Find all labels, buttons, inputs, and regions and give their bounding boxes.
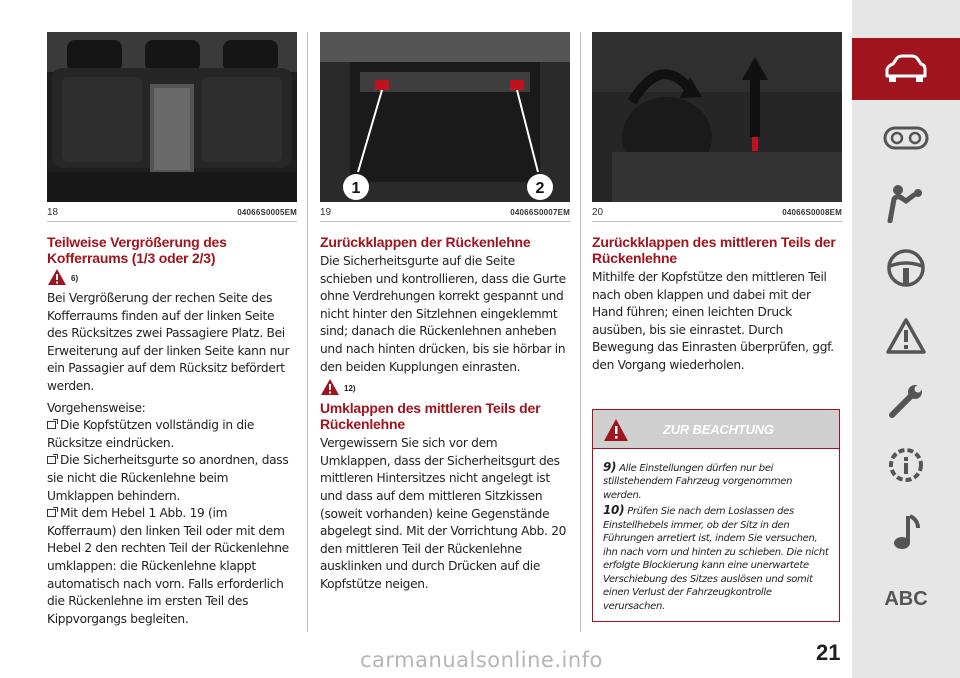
- music-note-icon: [890, 512, 922, 552]
- note-item: 10) Prüfen Sie nach dem Loslassen des Einstellhebels immer, ob der Sitz in den Führungen arretiert ist, indem Sie versuchen, ihn nach vorn und hinten zu schieben. Die nicht erfolgte Blockierung kann eine unerwartete Verschiebung des Sitzes auslösen und somit einen Verlust der Fahrzeugkontrolle verursachen.: [603, 503, 829, 612]
- warning-triangle-icon: [47, 268, 67, 286]
- figure-19-caption: [320, 207, 570, 222]
- procedure-label: Vorgehensweise:: [47, 400, 146, 415]
- figure-code: 04066S0005EM: [237, 208, 297, 217]
- sidebar-item-maintenance[interactable]: [852, 378, 960, 424]
- section-heading: Zurückklappen der Rückenlehne: [320, 234, 531, 250]
- warning-triangle-icon: [885, 317, 927, 355]
- bullet-icon: [47, 421, 56, 429]
- sidebar-item-car[interactable]: [852, 38, 960, 100]
- wrench-icon: [886, 381, 926, 421]
- procedure-steps: [47, 417, 295, 628]
- bullet-icon: [47, 456, 56, 464]
- figure-20-caption: [592, 207, 842, 222]
- column-1: [47, 32, 295, 628]
- paragraph: Bei Vergrößerung der rechen Seite des Kofferraums finden auf der linken Seite des Rücksitzes zwei Passagiere Platz. Bei Erweiterung auf der linken Seite kann nur ein Passagier auf dem Rücksitz befördert werden.: [47, 291, 290, 393]
- section-heading: Zurückklappen des mittleren Teils der Rückenlehne: [592, 234, 836, 266]
- sidebar-item-dashboard[interactable]: [852, 118, 960, 158]
- paragraph: Vergewissern Sie sich vor dem Umklappen, dass der Sicherheitsgurt des mittleren Hintersitzes nicht angelegt ist und dass auf dem mittleren Sitzkissen (soweit vorhanden) keine Gegenstände abgelegt sind. Mit der Vorrichtung Abb. 20 den mittleren Teil der Rückenlehne ausklinken und durch Drücken auf die Kopfstütze neigen.: [320, 436, 567, 591]
- warning-ref-number: 12): [344, 384, 356, 394]
- watermark: carmanualsonline.info: [360, 648, 603, 672]
- steering-wheel-icon: [886, 248, 926, 288]
- callout-2: 2: [535, 180, 545, 197]
- sidebar-item-index[interactable]: [852, 582, 960, 616]
- list-item: Die Kopfstützen vollständig in die Rücksitze eindrücken.: [47, 418, 255, 450]
- warning-ref-number: 6): [71, 274, 79, 283]
- list-item: Mit dem Hebel 1 Abb. 19 (im Kofferraum) den linken Teil oder mit dem Hebel 2 den rechten Teil der Rückenlehne umklappen: die Rückenlehne klappt automatisch nach vorn. Falls erforderlich die Rückenlehne im ersten Teil des Kippvorgangs begleiten.: [47, 506, 289, 626]
- column-2: [320, 32, 568, 594]
- headrest-photo: [592, 32, 842, 202]
- bullet-icon: [47, 509, 56, 517]
- note-ref: 10): [603, 503, 625, 518]
- figure-number: 20: [592, 207, 604, 218]
- chapter-sidebar: [852, 0, 960, 678]
- note-body: [593, 448, 839, 622]
- list-item: Die Sicherheitsgurte so anordnen, dass sie nicht die Rückenlehne beim Umklappen behindern.: [47, 453, 289, 503]
- figure-code: 04066S0007EM: [510, 208, 570, 217]
- section-heading: Umklappen des mittleren Teils der Rückenlehne: [320, 400, 541, 433]
- figure-20-headrest: [592, 32, 842, 202]
- warning-triangle-icon: [603, 418, 629, 442]
- note-title: ZUR BEACHTUNG: [663, 421, 774, 437]
- sidebar-item-driving[interactable]: [852, 244, 960, 292]
- page-number: 21: [816, 640, 841, 665]
- section-heading: Teilweise Vergrößerung des Kofferraums (1/3 oder 2/3): [47, 234, 227, 266]
- note-item: 9) Alle Einstellungen dürfen nur bei stillstehendem Fahrzeug vorgenommen werden.: [603, 459, 793, 501]
- note-ref: 9): [603, 459, 617, 474]
- note-header: [593, 410, 839, 448]
- sidebar-item-multimedia[interactable]: [852, 508, 960, 556]
- seat-passenger-icon: [886, 183, 926, 223]
- car-icon: [883, 54, 929, 84]
- figure-number: 18: [47, 207, 59, 218]
- figure-number: 19: [320, 207, 332, 218]
- index-label: ABC: [884, 587, 928, 610]
- column-divider: [580, 32, 581, 632]
- warning-reference: [320, 378, 568, 396]
- trunk-photo: [320, 32, 570, 202]
- dashboard-gauges-icon: [883, 126, 929, 150]
- sidebar-item-safety[interactable]: [852, 180, 960, 226]
- column-divider: [307, 32, 308, 632]
- sidebar-item-technical[interactable]: [852, 440, 960, 490]
- figure-18-caption: [47, 207, 297, 222]
- callout-1: 1: [351, 180, 361, 197]
- figure-code: 04066S0008EM: [782, 208, 842, 217]
- rear-seat-photo: [47, 32, 297, 202]
- technical-data-icon: [884, 443, 928, 487]
- figure-19-trunk-levers: [320, 32, 570, 202]
- warning-triangle-icon: [320, 378, 340, 396]
- column-3: [592, 32, 840, 622]
- paragraph: Die Sicherheitsgurte auf die Seite schieben und kontrollieren, dass die Gurte ohne Verdrehungen korrekt gespannt und nicht hinter den Sitzlehnen eingeklemmt sind; danach die Rückenlehnen anheben und nach hinten drücken, bis sie hörbar in den beiden Kupplungen einrasten.: [320, 254, 566, 374]
- paragraph: Mithilfe der Kopfstütze den mittleren Teil nach oben klappen und dabei mit der Hand führen; einen leichten Druck ausüben, bis sie einrastet. Durch Bewegung das Einrasten überprüfen, ggf. den Vorgang wiederholen.: [592, 270, 834, 372]
- warning-reference: [47, 268, 295, 286]
- note-box: [592, 409, 840, 623]
- figure-18-rear-seats: [47, 32, 297, 202]
- sidebar-item-emergency[interactable]: [852, 312, 960, 360]
